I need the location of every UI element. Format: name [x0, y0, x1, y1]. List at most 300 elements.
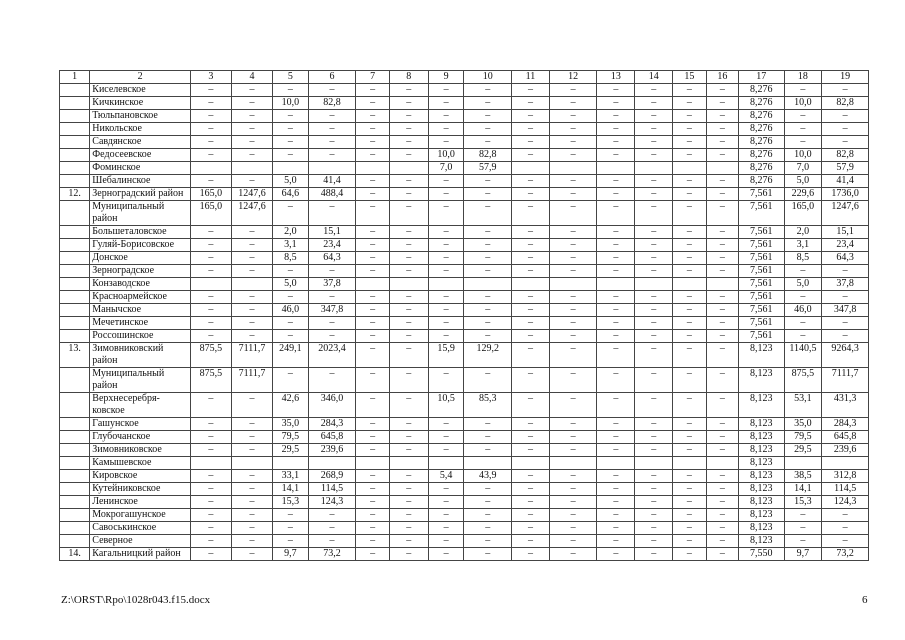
row-number-cell [60, 265, 90, 278]
header-cell-col-6: 6 [308, 71, 356, 84]
value-cell-col-5: 5,0 [273, 278, 309, 291]
value-cell-col-12: – [549, 330, 597, 343]
value-cell-col-5: – [273, 110, 309, 123]
value-cell-col-12: – [549, 265, 597, 278]
row-number-cell [60, 317, 90, 330]
value-cell-col-17: 8,276 [739, 162, 784, 175]
value-cell-col-19: – [822, 522, 869, 535]
value-cell-col-6 [308, 162, 356, 175]
header-cell-col-14: 14 [635, 71, 673, 84]
value-cell-col-13: – [597, 291, 635, 304]
value-cell-col-4: – [231, 522, 272, 535]
value-cell-col-3: – [190, 175, 231, 188]
value-cell-col-16: – [706, 393, 738, 418]
value-cell-col-15: – [673, 123, 707, 136]
value-cell-col-7: – [356, 431, 390, 444]
value-cell-col-5: 46,0 [273, 304, 309, 317]
value-cell-col-12: – [549, 252, 597, 265]
value-cell-col-16: – [706, 84, 738, 97]
value-cell-col-18: – [784, 84, 822, 97]
settlement-name-cell: Никольское [90, 123, 191, 136]
value-cell-col-6: – [308, 110, 356, 123]
row-number-cell [60, 444, 90, 457]
table-row [60, 548, 869, 561]
value-cell-col-10: – [464, 239, 512, 252]
value-cell-col-5: 33,1 [273, 470, 309, 483]
settlement-name-cell: Фоминское [90, 162, 191, 175]
table-row [60, 175, 869, 188]
value-cell-col-9: – [428, 291, 464, 304]
value-cell-col-12: – [549, 509, 597, 522]
value-cell-col-14: – [635, 330, 673, 343]
table-row [60, 226, 869, 239]
value-cell-col-9: – [428, 509, 464, 522]
value-cell-col-7: – [356, 265, 390, 278]
value-cell-col-11: – [512, 136, 550, 149]
value-cell-col-13: – [597, 123, 635, 136]
value-cell-col-13 [597, 278, 635, 291]
value-cell-col-10: 85,3 [464, 393, 512, 418]
value-cell-col-4: – [231, 239, 272, 252]
value-cell-col-18: 53,1 [784, 393, 822, 418]
value-cell-col-9: – [428, 444, 464, 457]
value-cell-col-8: – [389, 393, 428, 418]
value-cell-col-7: – [356, 470, 390, 483]
value-cell-col-16: – [706, 201, 738, 226]
value-cell-col-9: – [428, 304, 464, 317]
value-cell-col-11: – [512, 393, 550, 418]
value-cell-col-16: – [706, 368, 738, 393]
value-cell-col-10: – [464, 548, 512, 561]
value-cell-col-12: – [549, 496, 597, 509]
value-cell-col-15 [673, 162, 707, 175]
value-cell-col-12: – [549, 97, 597, 110]
value-cell-col-5: 3,1 [273, 239, 309, 252]
value-cell-col-19: 57,9 [822, 162, 869, 175]
value-cell-col-5: 35,0 [273, 418, 309, 431]
value-cell-col-12: – [549, 188, 597, 201]
value-cell-col-17: 8,123 [739, 509, 784, 522]
value-cell-col-9: 15,9 [428, 343, 464, 368]
value-cell-col-7: – [356, 252, 390, 265]
value-cell-col-13 [597, 162, 635, 175]
value-cell-col-8: – [389, 175, 428, 188]
value-cell-col-8: – [389, 496, 428, 509]
value-cell-col-18: – [784, 123, 822, 136]
value-cell-col-8: – [389, 343, 428, 368]
value-cell-col-19: – [822, 509, 869, 522]
value-cell-col-19: 431,3 [822, 393, 869, 418]
value-cell-col-10: – [464, 522, 512, 535]
value-cell-col-7: – [356, 483, 390, 496]
value-cell-col-7: – [356, 317, 390, 330]
value-cell-col-6: 37,8 [308, 278, 356, 291]
value-cell-col-16 [706, 162, 738, 175]
value-cell-col-5: – [273, 149, 309, 162]
value-cell-col-10: – [464, 226, 512, 239]
value-cell-col-13: – [597, 522, 635, 535]
value-cell-col-3: – [190, 470, 231, 483]
value-cell-col-3: – [190, 330, 231, 343]
value-cell-col-7: – [356, 368, 390, 393]
value-cell-col-12: – [549, 470, 597, 483]
value-cell-col-13: – [597, 444, 635, 457]
value-cell-col-8: – [389, 110, 428, 123]
value-cell-col-11 [512, 162, 550, 175]
row-number-cell [60, 291, 90, 304]
table-row [60, 136, 869, 149]
value-cell-col-8: – [389, 97, 428, 110]
value-cell-col-12: – [549, 418, 597, 431]
value-cell-col-15: – [673, 393, 707, 418]
value-cell-col-8: – [389, 239, 428, 252]
value-cell-col-3: – [190, 509, 231, 522]
value-cell-col-7 [356, 278, 390, 291]
value-cell-col-6: 124,3 [308, 496, 356, 509]
value-cell-col-7: – [356, 522, 390, 535]
value-cell-col-7: – [356, 343, 390, 368]
value-cell-col-13: – [597, 226, 635, 239]
value-cell-col-13: – [597, 265, 635, 278]
value-cell-col-7: – [356, 509, 390, 522]
value-cell-col-17: 7,561 [739, 265, 784, 278]
value-cell-col-18: – [784, 136, 822, 149]
value-cell-col-6: – [308, 149, 356, 162]
value-cell-col-13: – [597, 330, 635, 343]
row-number-cell [60, 175, 90, 188]
header-cell-col-17: 17 [739, 71, 784, 84]
value-cell-col-18: 1140,5 [784, 343, 822, 368]
value-cell-col-6: 347,8 [308, 304, 356, 317]
value-cell-col-10: – [464, 418, 512, 431]
value-cell-col-16: – [706, 470, 738, 483]
table-row [60, 522, 869, 535]
value-cell-col-16: – [706, 548, 738, 561]
value-cell-col-7 [356, 457, 390, 470]
value-cell-col-5: 15,3 [273, 496, 309, 509]
row-number-cell [60, 483, 90, 496]
row-number-cell [60, 84, 90, 97]
value-cell-col-3: 875,5 [190, 343, 231, 368]
value-cell-col-7: – [356, 175, 390, 188]
value-cell-col-6: 645,8 [308, 431, 356, 444]
value-cell-col-16: – [706, 291, 738, 304]
value-cell-col-19: 73,2 [822, 548, 869, 561]
value-cell-col-6: – [308, 136, 356, 149]
table-row [60, 496, 869, 509]
value-cell-col-14: – [635, 317, 673, 330]
value-cell-col-14: – [635, 252, 673, 265]
value-cell-col-10: – [464, 431, 512, 444]
value-cell-col-9: – [428, 418, 464, 431]
value-cell-col-3: – [190, 252, 231, 265]
value-cell-col-11: – [512, 304, 550, 317]
value-cell-col-11: – [512, 444, 550, 457]
value-cell-col-4: – [231, 136, 272, 149]
value-cell-col-12: – [549, 84, 597, 97]
header-cell-col-16: 16 [706, 71, 738, 84]
value-cell-col-8 [389, 457, 428, 470]
value-cell-col-5: – [273, 201, 309, 226]
value-cell-col-17: 8,123 [739, 522, 784, 535]
value-cell-col-7: – [356, 149, 390, 162]
value-cell-col-10: 57,9 [464, 162, 512, 175]
value-cell-col-12: – [549, 522, 597, 535]
value-cell-col-11: – [512, 201, 550, 226]
value-cell-col-7: – [356, 548, 390, 561]
value-cell-col-17: 7,561 [739, 201, 784, 226]
value-cell-col-5: 64,6 [273, 188, 309, 201]
table-row [60, 343, 869, 368]
value-cell-col-12: – [549, 368, 597, 393]
value-cell-col-11: – [512, 548, 550, 561]
table-row [60, 239, 869, 252]
value-cell-col-17: 8,123 [739, 418, 784, 431]
value-cell-col-10: – [464, 123, 512, 136]
row-number-cell [60, 535, 90, 548]
table-row [60, 162, 869, 175]
value-cell-col-6: – [308, 265, 356, 278]
value-cell-col-13: – [597, 136, 635, 149]
value-cell-col-15: – [673, 548, 707, 561]
value-cell-col-11: – [512, 291, 550, 304]
value-cell-col-18: 875,5 [784, 368, 822, 393]
row-number-cell [60, 226, 90, 239]
value-cell-col-9: – [428, 239, 464, 252]
value-cell-col-11: – [512, 149, 550, 162]
value-cell-col-3: – [190, 418, 231, 431]
value-cell-col-11: – [512, 368, 550, 393]
value-cell-col-8: – [389, 548, 428, 561]
value-cell-col-19: – [822, 110, 869, 123]
value-cell-col-13: – [597, 149, 635, 162]
value-cell-col-11: – [512, 535, 550, 548]
table-row [60, 123, 869, 136]
value-cell-col-17: 8,123 [739, 343, 784, 368]
value-cell-col-10: 82,8 [464, 149, 512, 162]
value-cell-col-18: 46,0 [784, 304, 822, 317]
value-cell-col-15: – [673, 252, 707, 265]
value-cell-col-9: – [428, 330, 464, 343]
value-cell-col-15: – [673, 330, 707, 343]
value-cell-col-12: – [549, 136, 597, 149]
value-cell-col-8: – [389, 330, 428, 343]
value-cell-col-15: – [673, 136, 707, 149]
value-cell-col-7: – [356, 393, 390, 418]
row-number-cell [60, 110, 90, 123]
value-cell-col-10: – [464, 110, 512, 123]
value-cell-col-6: 2023,4 [308, 343, 356, 368]
value-cell-col-19 [822, 457, 869, 470]
value-cell-col-4 [231, 457, 272, 470]
value-cell-col-14: – [635, 123, 673, 136]
value-cell-col-19: 37,8 [822, 278, 869, 291]
settlement-name-cell: Гуляй-Борисовское [90, 239, 191, 252]
header-row [60, 71, 869, 84]
table-row [60, 330, 869, 343]
value-cell-col-14: – [635, 149, 673, 162]
value-cell-col-6: – [308, 84, 356, 97]
row-number-cell [60, 252, 90, 265]
header-cell-col-15: 15 [673, 71, 707, 84]
settlement-name-cell: Северное [90, 535, 191, 548]
value-cell-col-17: 8,276 [739, 136, 784, 149]
table-row [60, 431, 869, 444]
value-cell-col-17: 8,276 [739, 123, 784, 136]
value-cell-col-15: – [673, 175, 707, 188]
value-cell-col-8: – [389, 444, 428, 457]
value-cell-col-5: 14,1 [273, 483, 309, 496]
value-cell-col-15: – [673, 431, 707, 444]
value-cell-col-8: – [389, 226, 428, 239]
value-cell-col-4: – [231, 393, 272, 418]
value-cell-col-19: – [822, 317, 869, 330]
value-cell-col-11: – [512, 496, 550, 509]
value-cell-col-4: – [231, 470, 272, 483]
value-cell-col-16: – [706, 330, 738, 343]
value-cell-col-19: 239,6 [822, 444, 869, 457]
table-row [60, 201, 869, 226]
header-cell-col-4: 4 [231, 71, 272, 84]
value-cell-col-13: – [597, 188, 635, 201]
value-cell-col-4: – [231, 496, 272, 509]
value-cell-col-6: 268,9 [308, 470, 356, 483]
table-row [60, 457, 869, 470]
settlement-name-cell: Кагальницкий район [90, 548, 191, 561]
value-cell-col-15: – [673, 226, 707, 239]
value-cell-col-18: 29,5 [784, 444, 822, 457]
value-cell-col-16: – [706, 509, 738, 522]
value-cell-col-6: – [308, 509, 356, 522]
value-cell-col-15: – [673, 368, 707, 393]
value-cell-col-8 [389, 162, 428, 175]
table-row [60, 509, 869, 522]
value-cell-col-16: – [706, 418, 738, 431]
value-cell-col-5: – [273, 368, 309, 393]
value-cell-col-12: – [549, 175, 597, 188]
value-cell-col-14 [635, 162, 673, 175]
row-number-cell [60, 470, 90, 483]
value-cell-col-17: 7,561 [739, 252, 784, 265]
value-cell-col-6: 239,6 [308, 444, 356, 457]
value-cell-col-3: – [190, 393, 231, 418]
value-cell-col-5 [273, 457, 309, 470]
value-cell-col-4: – [231, 265, 272, 278]
value-cell-col-12: – [549, 291, 597, 304]
value-cell-col-19: 124,3 [822, 496, 869, 509]
value-cell-col-4: – [231, 291, 272, 304]
table-row [60, 418, 869, 431]
value-cell-col-14: – [635, 444, 673, 457]
value-cell-col-4: – [231, 548, 272, 561]
value-cell-col-7: – [356, 110, 390, 123]
value-cell-col-5: 29,5 [273, 444, 309, 457]
value-cell-col-10: – [464, 97, 512, 110]
value-cell-col-5: – [273, 265, 309, 278]
row-number-cell [60, 123, 90, 136]
value-cell-col-8: – [389, 522, 428, 535]
value-cell-col-19: 347,8 [822, 304, 869, 317]
value-cell-col-3 [190, 457, 231, 470]
value-cell-col-7: – [356, 201, 390, 226]
value-cell-col-16: – [706, 317, 738, 330]
value-cell-col-4: 1247,6 [231, 201, 272, 226]
value-cell-col-4: – [231, 252, 272, 265]
value-cell-col-12: – [549, 431, 597, 444]
value-cell-col-15: – [673, 188, 707, 201]
row-number-cell: 13. [60, 343, 90, 368]
value-cell-col-14: – [635, 368, 673, 393]
value-cell-col-11: – [512, 418, 550, 431]
value-cell-col-9: – [428, 226, 464, 239]
value-cell-col-7: – [356, 418, 390, 431]
table-row [60, 483, 869, 496]
value-cell-col-13: – [597, 393, 635, 418]
value-cell-col-18: – [784, 535, 822, 548]
value-cell-col-17: 8,276 [739, 97, 784, 110]
value-cell-col-6: 488,4 [308, 188, 356, 201]
value-cell-col-3: – [190, 149, 231, 162]
value-cell-col-10: – [464, 304, 512, 317]
value-cell-col-18: 7,0 [784, 162, 822, 175]
value-cell-col-14: – [635, 535, 673, 548]
value-cell-col-11 [512, 457, 550, 470]
value-cell-col-7: – [356, 291, 390, 304]
value-cell-col-12: – [549, 548, 597, 561]
value-cell-col-19: 645,8 [822, 431, 869, 444]
value-cell-col-14: – [635, 188, 673, 201]
value-cell-col-10: – [464, 317, 512, 330]
value-cell-col-12: – [549, 239, 597, 252]
value-cell-col-17: 8,123 [739, 393, 784, 418]
row-number-cell: 14. [60, 548, 90, 561]
row-number-cell [60, 239, 90, 252]
table-row [60, 149, 869, 162]
value-cell-col-7: – [356, 496, 390, 509]
value-cell-col-17: 7,561 [739, 278, 784, 291]
value-cell-col-19: 41,4 [822, 175, 869, 188]
value-cell-col-9: – [428, 496, 464, 509]
value-cell-col-10: 129,2 [464, 343, 512, 368]
value-cell-col-17: 8,123 [739, 368, 784, 393]
value-cell-col-7: – [356, 226, 390, 239]
settlement-name-cell: Киселевское [90, 84, 191, 97]
value-cell-col-14: – [635, 84, 673, 97]
table-row [60, 291, 869, 304]
value-cell-col-14: – [635, 418, 673, 431]
value-cell-col-16: – [706, 343, 738, 368]
table-body [60, 84, 869, 561]
value-cell-col-6: – [308, 317, 356, 330]
value-cell-col-14: – [635, 136, 673, 149]
header-cell-col-5: 5 [273, 71, 309, 84]
value-cell-col-14: – [635, 97, 673, 110]
value-cell-col-4: – [231, 149, 272, 162]
header-cell-col-18: 18 [784, 71, 822, 84]
value-cell-col-17: 7,561 [739, 317, 784, 330]
value-cell-col-9: – [428, 522, 464, 535]
value-cell-col-17: 8,276 [739, 175, 784, 188]
value-cell-col-18: 5,0 [784, 175, 822, 188]
value-cell-col-5 [273, 162, 309, 175]
value-cell-col-4: – [231, 226, 272, 239]
settlement-name-cell: Муниципальный район [90, 201, 191, 226]
header-cell-col-1: 1 [60, 71, 90, 84]
value-cell-col-19: – [822, 535, 869, 548]
value-cell-col-18 [784, 457, 822, 470]
value-cell-col-6: 15,1 [308, 226, 356, 239]
value-cell-col-5: – [273, 84, 309, 97]
